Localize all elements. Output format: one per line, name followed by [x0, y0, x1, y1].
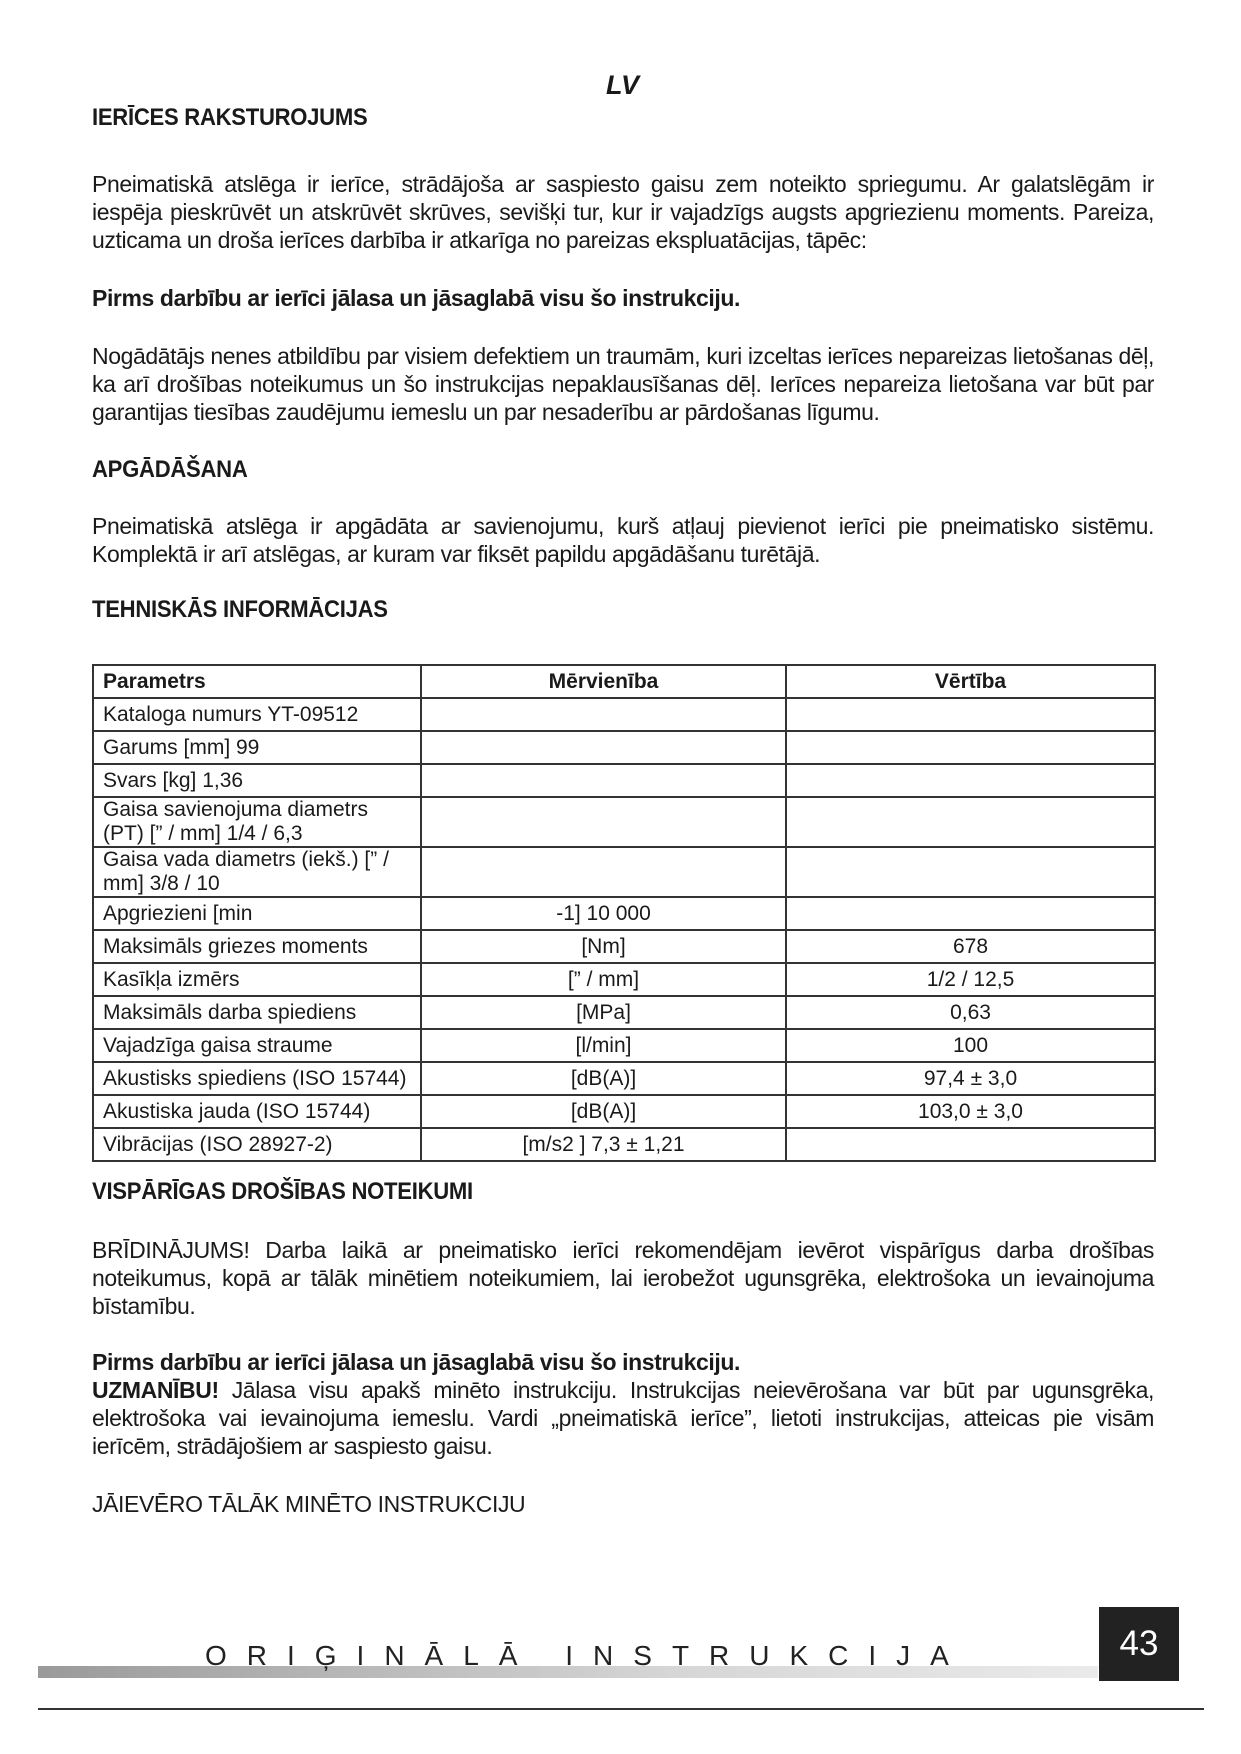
- table-cell: Kasīkļa izmērs: [93, 963, 421, 996]
- technical-data-table: [92, 664, 1156, 1162]
- table-cell: [421, 731, 786, 764]
- table-cell: Akustiska jauda (ISO 15744): [93, 1095, 421, 1128]
- table-cell: [MPa]: [421, 996, 786, 1029]
- table-cell: Maksimāls darba spiediens: [93, 996, 421, 1029]
- language-code: LV: [606, 70, 640, 100]
- table-cell: 100: [786, 1029, 1155, 1062]
- attention-label: UZMANĪBU!: [92, 1377, 219, 1403]
- table-cell: 103,0 ± 3,0: [786, 1095, 1155, 1128]
- table-cell: [421, 764, 786, 797]
- header-value: Vērtība: [786, 665, 1155, 698]
- table-row: [93, 963, 1155, 996]
- heading-technical-data: TEHNISKĀS INFORMĀCIJAS: [92, 596, 388, 623]
- table-cell: Gaisa savienojuma diametrs (PT) [” / mm] 1/4 / 6,3: [93, 797, 421, 847]
- table-cell: Gaisa vada diametrs (iekš.) [” / mm] 3/8 / 10: [93, 847, 421, 897]
- table-cell: [Nm]: [421, 930, 786, 963]
- table-row: [93, 1128, 1155, 1161]
- table-cell: [786, 897, 1155, 930]
- table-row: [93, 731, 1155, 764]
- table-cell: 97,4 ± 3,0: [786, 1062, 1155, 1095]
- heading-device-description: IERĪCES RAKSTUROJUMS: [92, 104, 368, 131]
- table-cell: Svars [kg] 1,36: [93, 764, 421, 797]
- table-cell: [m/s2 ] 7,3 ± 1,21: [421, 1128, 786, 1161]
- table-cell: 1/2 / 12,5: [786, 963, 1155, 996]
- table-cell: [l/min]: [421, 1029, 786, 1062]
- table-cell: [786, 698, 1155, 731]
- table-cell: 678: [786, 930, 1155, 963]
- table-cell: [786, 847, 1155, 897]
- table-cell: [dB(A)]: [421, 1095, 786, 1128]
- table-row: [93, 797, 1155, 847]
- table-row: [93, 698, 1155, 731]
- table-cell: [786, 797, 1155, 847]
- table-cell: Kataloga numurs YT-09512: [93, 698, 421, 731]
- table-cell: [421, 797, 786, 847]
- table-row: [93, 930, 1155, 963]
- paragraph-intro: Pneimatiskā atslēga ir ierīce, strādājoša ar saspiesto gaisu zem noteikto spriegumu. Ar galatslēgām ir iespēja pieskrūvēt un atskrūvēt skrūves, sevišķi tur, kur ir vajadzīgs augsts apgriezienu moments. Pareiza, uzticama un droša ierīces darbība ir atkarīga no pareizas ekspluatācijas, tāpēc:: [92, 171, 1154, 253]
- header-parameter: Parametrs: [93, 665, 421, 698]
- paragraph-follow-instructions: JĀIEVĒRO TĀLĀK MINĒTO INSTRUKCIJU: [92, 1491, 526, 1517]
- table-cell: Vajadzīga gaisa straume: [93, 1029, 421, 1062]
- table-row: [93, 764, 1155, 797]
- table-cell: Maksimāls griezes moments: [93, 930, 421, 963]
- table-cell: Akustisks spiediens (ISO 15744): [93, 1062, 421, 1095]
- table-row: [93, 897, 1155, 930]
- paragraph-read-instructions: Pirms darbību ar ierīci jālasa un jāsaglabā visu šo instrukciju.: [92, 285, 741, 311]
- table-cell: [421, 847, 786, 897]
- table-row: [93, 1062, 1155, 1095]
- table-cell: Apgriezieni [min: [93, 897, 421, 930]
- paragraph-read-instructions-2: Pirms darbību ar ierīci jālasa un jāsaglabā visu šo instrukciju.: [92, 1349, 741, 1375]
- table-cell: [786, 731, 1155, 764]
- table-cell: [dB(A)]: [421, 1062, 786, 1095]
- table-cell: Vibrācijas (ISO 28927-2): [93, 1128, 421, 1161]
- footer-divider: [38, 1708, 1204, 1710]
- table-cell: [786, 1128, 1155, 1161]
- table-row: [93, 1029, 1155, 1062]
- table-cell: 0,63: [786, 996, 1155, 1029]
- table-row: [93, 847, 1155, 897]
- page-number: 43: [1099, 1607, 1179, 1681]
- table-cell: -1] 10 000: [421, 897, 786, 930]
- table-cell: [” / mm]: [421, 963, 786, 996]
- paragraph-equipment: Pneimatiskā atslēga ir apgādāta ar savienojumu, kurš atļauj pievienot ierīci pie pneimatisko sistēmu. Komplektā ir arī atslēgas, ar kuram var fiksēt papildu apgādāšanu turētājā.: [92, 513, 1154, 567]
- table-row: [93, 1095, 1155, 1128]
- heading-general-safety: VISPĀRĪGAS DROŠĪBAS NOTEIKUMI: [92, 1178, 473, 1205]
- heading-equipment: APGĀDĀŠANA: [92, 456, 248, 483]
- attention-text: Jālasa visu apakš minēto instrukciju. Instrukcijas neievērošana var būt par ugunsgrēka, elektrošoka vai ievainojuma iemeslu. Vardi „pneimatiskā ierīce”, lietoti instrukcijas, atteicas pie visām ierīcēm, strādājošiem ar saspiesto gaisu.: [92, 1377, 1154, 1459]
- table-cell: [421, 698, 786, 731]
- table-header-row: [93, 665, 1155, 698]
- paragraph-warning: BRĪDINĀJUMS! Darba laikā ar pneimatisko ierīci rekomendējam ievērot vispārīgus darba drošības noteikumus, kopā ar tālāk minētiem noteikumiem, lai ierobežot ugunsgrēka, elektrošoka un ievainojuma bīstamību.: [92, 1237, 1154, 1319]
- footer-title: ORIĢINĀLĀ INSTRUKCIJA: [205, 1640, 969, 1671]
- table-body: [93, 698, 1155, 1161]
- table-cell: [786, 764, 1155, 797]
- page-content: [92, 104, 1154, 1518]
- paragraph-attention: [92, 1376, 1154, 1460]
- header-unit: Mērvienība: [421, 665, 786, 698]
- table-row: [93, 996, 1155, 1029]
- table-cell: Garums [mm] 99: [93, 731, 421, 764]
- paragraph-liability: Nogādātājs nenes atbildību par visiem defektiem un traumām, kuri izceltas ierīces nepareizas lietošanas dēļ, ka arī drošības noteikumus un šo instrukcijas nepaklausīšanas dēļ. Ierīces nepareiza lietošana var būt par garantijas tiesības zaudējumu iemeslu un par nesaderību ar pārdošanas līgumu.: [92, 343, 1154, 425]
